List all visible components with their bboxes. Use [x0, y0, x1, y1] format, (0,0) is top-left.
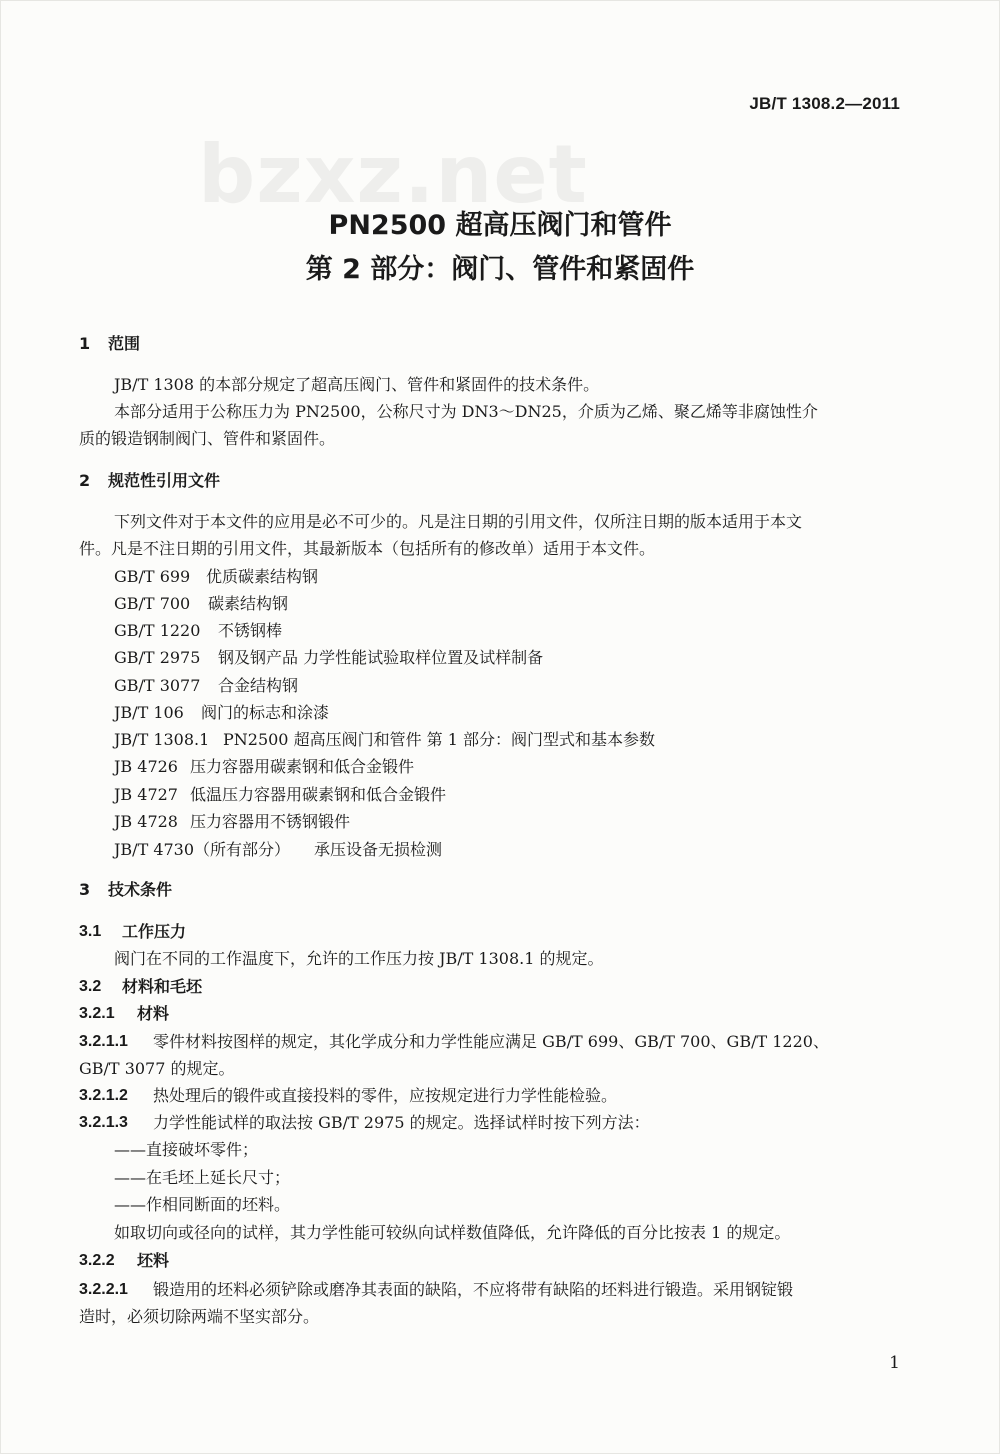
section-title: 规范性引用文件 — [108, 471, 221, 490]
subsection-number: 3.1 — [79, 923, 102, 940]
reference-name: 阀门的标志和涂漆 — [201, 703, 330, 722]
list-item-text: ——在毛坯上延长尺寸； — [114, 1168, 291, 1187]
title-line-2: 第 2 部分：阀门、管件和紧固件 — [305, 254, 695, 285]
page-number: 1 — [889, 1353, 900, 1373]
paragraph-text: 件。凡是不注日期的引用文件，其最新版本（包括所有的修改单）适用于本文件。 — [79, 539, 656, 558]
reference-name: 低温压力容器用碳素钢和低合金锻件 — [190, 785, 447, 804]
reference-code: JB/T 4730（所有部分） — [114, 840, 291, 859]
reference-code: GB/T 3077 — [114, 676, 201, 695]
list-item-text: ——作相同断面的坯料。 — [114, 1195, 291, 1214]
paragraph-text: 本部分适用于公称压力为 PN2500，公称尺寸为 DN3～DN25，介质为乙烯、聚乙烯等非腐蚀性介 — [114, 402, 818, 421]
watermark: bzxz.net — [198, 128, 588, 221]
paragraph-text: GB/T 3077 的规定。 — [79, 1059, 235, 1078]
paragraph-text: 如取切向或径向的试样，其力学性能可较纵向试样数值降低，允许降低的百分比按表 1 的规定。 — [114, 1223, 791, 1242]
reference-name: 承压设备无损检测 — [314, 840, 443, 859]
subsubsection-number: 3.2.2 — [79, 1252, 115, 1269]
reference-name: 碳素结构钢 — [208, 594, 289, 613]
section-number: 2 — [79, 471, 91, 490]
section-title: 技术条件 — [108, 880, 173, 899]
paragraph-text: 质的锻造钢制阀门、管件和紧固件。 — [79, 429, 336, 448]
clause-number: 3.2.1.1 — [79, 1033, 128, 1050]
subsection-title: 材料和毛坯 — [122, 977, 203, 996]
reference-name: 优质碳素结构钢 — [206, 567, 319, 586]
reference-code: JB 4727 — [114, 785, 178, 804]
subsection-title: 工作压力 — [122, 922, 187, 941]
section-number: 1 — [79, 334, 91, 353]
subsubsection-number: 3.2.1 — [79, 1005, 115, 1022]
subsubsection-title: 材料 — [137, 1004, 170, 1023]
section-title: 范围 — [108, 334, 141, 353]
reference-name: PN2500 超高压阀门和管件 第 1 部分：阀门型式和基本参数 — [223, 730, 656, 749]
reference-code: JB/T 106 — [114, 703, 184, 722]
clause-text: 零件材料按图样的规定，其化学成分和力学性能应满足 GB/T 699、GB/T 700、GB/T 1220、 — [153, 1032, 829, 1051]
paragraph-text: 阀门在不同的工作温度下，允许的工作压力按 JB/T 1308.1 的规定。 — [114, 949, 604, 968]
reference-name: 合金结构钢 — [218, 676, 299, 695]
clause-text: 热处理后的锻件或直接投料的零件，应按规定进行力学性能检验。 — [153, 1086, 618, 1105]
reference-code: JB/T 1308.1 — [114, 730, 210, 749]
paragraph-text: 造时，必须切除两端不坚实部分。 — [79, 1307, 320, 1326]
reference-name: 钢及钢产品 力学性能试验取样位置及试样制备 — [218, 648, 544, 667]
clause-text: 力学性能试样的取法按 GB/T 2975 的规定。选择试样时按下列方法： — [153, 1113, 650, 1132]
clause-text: 锻造用的坯料必须铲除或磨净其表面的缺陷，不应将带有缺陷的坯料进行锻造。采用钢锭锻 — [153, 1280, 794, 1299]
title-line-1: PN2500 超高压阀门和管件 — [328, 210, 672, 241]
list-item-text: ——直接破坏零件； — [114, 1140, 259, 1159]
reference-name: 压力容器用碳素钢和低合金锻件 — [190, 757, 415, 776]
standard-code: JB/T 1308.2—2011 — [749, 94, 900, 113]
reference-name: 不锈钢棒 — [218, 621, 283, 640]
subsection-number: 3.2 — [79, 978, 102, 995]
reference-code: GB/T 2975 — [114, 648, 201, 667]
reference-code: JB 4728 — [114, 812, 178, 831]
clause-number: 3.2.1.3 — [79, 1114, 128, 1131]
paragraph-text: 下列文件对于本文件的应用是必不可少的。凡是注日期的引用文件，仅所注日期的版本适用于本文 — [114, 512, 803, 531]
reference-name: 压力容器用不锈钢锻件 — [190, 812, 351, 831]
clause-number: 3.2.2.1 — [79, 1281, 128, 1298]
clause-number: 3.2.1.2 — [79, 1087, 128, 1104]
reference-code: GB/T 699 — [114, 567, 191, 586]
subsubsection-title: 坯料 — [137, 1251, 170, 1270]
reference-code: JB 4726 — [114, 757, 178, 776]
paragraph-text: JB/T 1308 的本部分规定了超高压阀门、管件和紧固件的技术条件。 — [114, 375, 600, 394]
reference-code: GB/T 1220 — [114, 621, 201, 640]
reference-code: GB/T 700 — [114, 594, 191, 613]
section-number: 3 — [79, 880, 91, 899]
